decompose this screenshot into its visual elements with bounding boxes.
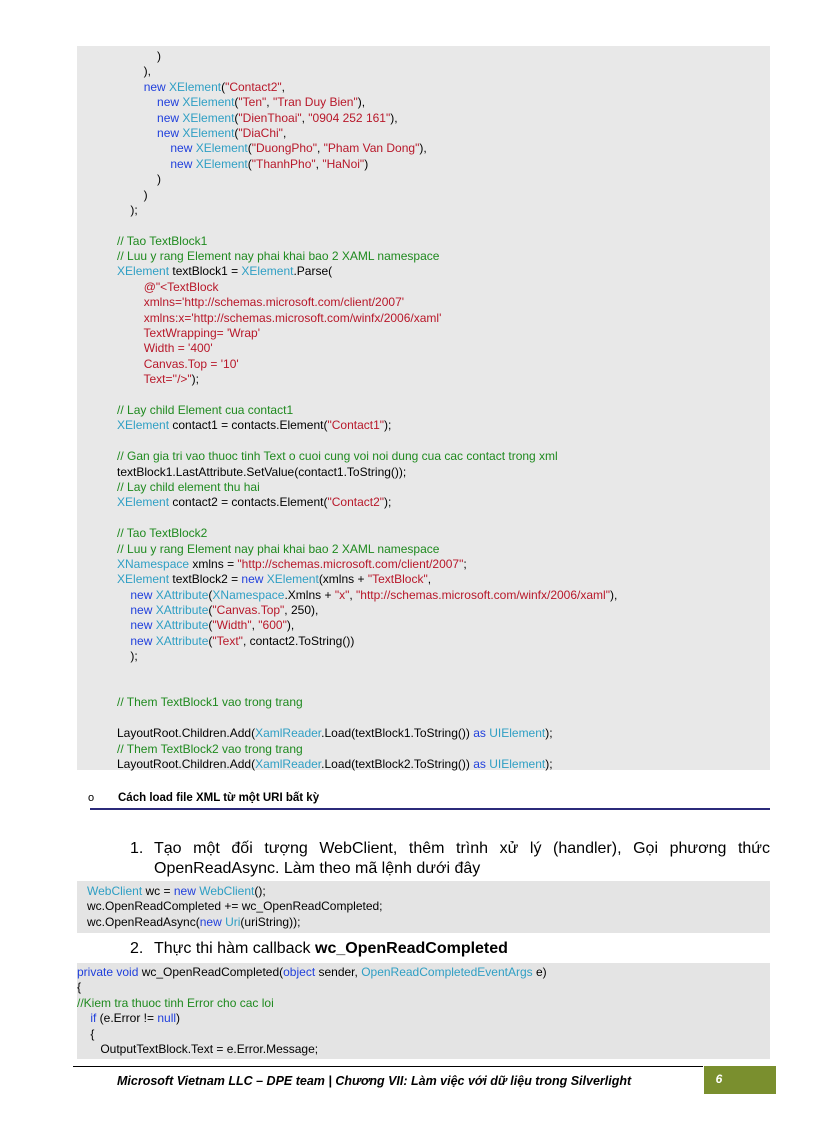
code-line xyxy=(77,157,770,172)
code-token: ); xyxy=(545,726,553,741)
code-line xyxy=(77,742,770,757)
code-line xyxy=(77,618,770,633)
code-token: OpenReadCompletedEventArgs xyxy=(361,965,533,979)
step-1-number: 1. xyxy=(130,840,144,857)
code-token: XAttribute xyxy=(155,633,209,648)
step-2-text-prefix: Thực thi hàm callback xyxy=(154,940,315,957)
code-token xyxy=(77,234,117,248)
code-token: ), xyxy=(609,587,618,602)
code-token: ( xyxy=(208,587,213,602)
code-token: WebClient xyxy=(87,884,143,898)
heading-rule xyxy=(90,808,770,810)
code-token: new xyxy=(170,156,196,171)
step-2 xyxy=(130,939,770,961)
code-line xyxy=(77,388,770,403)
code-token: , xyxy=(316,141,324,156)
code-token: textBlock1 = xyxy=(169,264,242,279)
code-token: ( xyxy=(247,156,252,171)
code-line xyxy=(77,95,770,110)
code-token: contact2 = contacts.Element( xyxy=(169,495,328,510)
code-line xyxy=(77,357,770,372)
code-token: LayoutRoot.Children.Add( xyxy=(77,756,256,771)
code-line xyxy=(77,403,770,418)
code-line xyxy=(77,557,770,572)
code-token: "Text" xyxy=(212,633,243,648)
code-token: wc.OpenReadCompleted += wc_OpenReadCompleted; xyxy=(77,899,383,914)
code-token: as xyxy=(473,756,490,771)
code-token: { xyxy=(77,1026,95,1041)
code-line xyxy=(77,1011,770,1026)
code-token: XElement xyxy=(169,79,222,94)
code-line xyxy=(77,218,770,233)
code-token: "x" xyxy=(334,587,350,602)
code-token: ) xyxy=(77,172,162,187)
code-token: private void xyxy=(77,965,139,979)
code-token: new xyxy=(157,110,183,125)
code-token: XElement xyxy=(117,418,170,433)
code-token xyxy=(77,480,117,494)
code-token: "ThanhPho" xyxy=(251,156,316,171)
code-block-webclient xyxy=(77,881,770,933)
code-token: ( xyxy=(247,141,252,156)
code-token xyxy=(77,1011,90,1025)
code-line xyxy=(77,326,770,341)
code-token: new xyxy=(143,79,170,94)
code-line xyxy=(77,249,770,264)
code-token: .Xmlns + xyxy=(284,587,335,602)
code-token: XElement xyxy=(195,141,248,156)
code-token: XElement xyxy=(182,125,235,140)
code-token: ) xyxy=(176,1011,181,1026)
code-token: XamlReader xyxy=(255,726,322,741)
step-2-number: 2. xyxy=(130,940,144,957)
code-token: new xyxy=(130,587,156,602)
code-token: new xyxy=(157,95,183,110)
code-token: sender, xyxy=(315,965,362,979)
code-token: .Load(textBlock1.ToString()) xyxy=(321,726,474,741)
code-token: ); xyxy=(77,202,138,217)
code-token: "Canvas.Top" xyxy=(212,603,285,618)
code-token xyxy=(77,157,170,171)
code-line xyxy=(77,126,770,141)
code-token: OutputTextBlock.Text = e.Error.Message; xyxy=(77,1041,319,1056)
code-line xyxy=(77,899,770,914)
code-token: (e.Error != xyxy=(96,1011,158,1026)
code-token: xmlns = xyxy=(189,556,238,571)
step-2-text xyxy=(154,939,770,959)
code-line xyxy=(77,634,770,649)
code-token: new xyxy=(199,914,226,929)
code-token: UIElement xyxy=(489,756,546,771)
code-line xyxy=(77,449,770,464)
code-token: new xyxy=(130,633,156,648)
code-token: ( xyxy=(221,79,226,94)
code-token: XNamespace xyxy=(212,587,285,602)
code-line xyxy=(77,203,770,218)
code-token: "http://schemas.microsoft.com/winfx/2006/xaml" xyxy=(356,587,610,602)
code-token: new xyxy=(170,141,196,156)
code-token: XNamespace xyxy=(117,556,190,571)
code-token: XamlReader xyxy=(255,756,322,771)
code-line xyxy=(77,965,770,980)
code-line xyxy=(77,915,770,930)
code-token xyxy=(77,403,117,417)
code-token: new xyxy=(130,603,156,618)
step-1 xyxy=(130,839,770,883)
footer-page-box xyxy=(704,1066,776,1094)
code-line xyxy=(77,665,770,680)
code-token: XElement xyxy=(241,264,294,279)
code-token xyxy=(77,695,117,709)
code-token: "HaNoi" xyxy=(322,156,365,171)
code-token xyxy=(77,357,144,371)
code-token: XAttribute xyxy=(155,618,209,633)
code-token: XElement xyxy=(195,156,248,171)
code-line xyxy=(77,480,770,495)
code-token: new xyxy=(241,572,267,587)
heading-text: Cách load file XML từ một URI bất kỳ xyxy=(118,792,320,804)
code-token: ); xyxy=(191,372,200,387)
code-line xyxy=(77,434,770,449)
code-token: , xyxy=(315,156,323,171)
code-token: XAttribute xyxy=(155,603,209,618)
code-line xyxy=(77,341,770,356)
step-1-text: Tạo một đối tượng WebClient, thêm trình xử lý (handler), Gọi phương thức OpenReadAsync. Làm theo mã lệnh dưới đây xyxy=(154,840,770,877)
code-token: , xyxy=(266,95,273,110)
code-line xyxy=(77,188,770,203)
code-line xyxy=(77,234,770,249)
code-line xyxy=(77,311,770,326)
code-token: XElement xyxy=(266,572,319,587)
code-token: "DuongPho" xyxy=(251,141,317,156)
code-line xyxy=(77,511,770,526)
code-token: wc = xyxy=(142,884,174,898)
code-token: "Contact2" xyxy=(327,495,385,510)
code-token: // Gan gia tri vao thuoc tinh Text o cuoi cung voi noi dung cua cac contact trong xml xyxy=(117,449,558,464)
code-token: "Contact1" xyxy=(327,418,385,433)
code-token: as xyxy=(473,726,490,741)
code-line xyxy=(77,1027,770,1042)
code-token: , xyxy=(282,125,287,140)
code-token: WebClient xyxy=(199,884,255,898)
code-token xyxy=(77,280,144,294)
code-token: ), xyxy=(77,64,152,79)
code-token: ), xyxy=(419,141,427,156)
code-token: e) xyxy=(532,965,547,979)
code-token: ( xyxy=(234,110,239,125)
code-token: // Them TextBlock1 vao trong trang xyxy=(117,695,303,710)
code-line xyxy=(77,711,770,726)
code-token: ) xyxy=(77,49,162,63)
code-token: .Parse( xyxy=(293,264,333,279)
code-token: ) xyxy=(364,156,369,171)
code-token: wc_OpenReadCompleted( xyxy=(138,965,284,979)
code-token xyxy=(77,603,130,617)
code-token: wc.OpenReadAsync( xyxy=(77,914,200,929)
code-line xyxy=(77,49,770,64)
code-line xyxy=(77,372,770,387)
code-token: , xyxy=(281,79,285,94)
code-token: textBlock2 = xyxy=(169,572,242,587)
code-token: , 250), xyxy=(284,603,319,618)
code-line xyxy=(77,996,770,1011)
code-token xyxy=(77,95,157,109)
page-footer xyxy=(73,1066,776,1094)
code-token: XAttribute xyxy=(155,587,209,602)
code-line xyxy=(77,980,770,995)
code-token: ; xyxy=(463,556,467,571)
code-token: new xyxy=(130,618,156,633)
code-token: "Pham Van Dong" xyxy=(323,141,420,156)
code-line xyxy=(77,695,770,710)
code-token xyxy=(77,372,143,386)
code-token: //Kiem tra thuoc tinh Error cho cac loi xyxy=(77,995,274,1010)
code-token: "0904 252 161" xyxy=(308,110,391,125)
code-line xyxy=(77,80,770,95)
code-token: XElement xyxy=(182,95,235,110)
code-token: ); xyxy=(77,649,138,664)
code-line xyxy=(77,726,770,741)
code-line xyxy=(77,64,770,79)
code-token: , xyxy=(349,587,357,602)
code-line xyxy=(77,757,770,772)
code-token: ); xyxy=(384,495,392,510)
code-line xyxy=(77,649,770,664)
code-token xyxy=(77,526,117,540)
code-token xyxy=(77,742,117,756)
code-token: ) xyxy=(77,187,148,202)
code-token xyxy=(77,634,130,648)
code-line xyxy=(77,295,770,310)
code-token: ( xyxy=(234,95,239,110)
code-token xyxy=(77,588,130,602)
code-token: Uri xyxy=(225,914,241,929)
code-token xyxy=(77,884,87,898)
code-token xyxy=(77,495,117,509)
code-token: // Them TextBlock2 vao trong trang xyxy=(117,741,303,756)
code-token: "DienThoai" xyxy=(238,110,302,125)
code-token xyxy=(77,311,144,325)
code-token: new xyxy=(173,884,200,898)
code-token: XElement xyxy=(117,264,170,279)
code-block-xelement xyxy=(77,46,770,770)
page-number: 6 xyxy=(715,1072,723,1086)
code-token: ( xyxy=(208,633,213,648)
code-line xyxy=(77,111,770,126)
code-token: (); xyxy=(254,884,266,898)
code-token xyxy=(77,618,130,632)
code-token xyxy=(77,572,117,586)
code-token: "DiaChi" xyxy=(238,125,283,140)
code-token: ), xyxy=(390,110,398,125)
code-block-callback xyxy=(77,963,770,1059)
code-token: // Tao TextBlock1 xyxy=(117,233,208,248)
code-token: // Luu y rang Element nay phai khai bao 2 XAML namespace xyxy=(117,541,440,556)
code-token: ); xyxy=(384,418,392,433)
code-token: Text=''/>" xyxy=(143,372,192,387)
code-token xyxy=(77,126,157,140)
code-line xyxy=(77,542,770,557)
code-token: ), xyxy=(286,618,295,633)
code-line xyxy=(77,572,770,587)
code-token: contact1 = contacts.Element( xyxy=(169,418,328,433)
code-token: LayoutRoot.Children.Add( xyxy=(77,726,256,741)
code-token: @"<TextBlock xyxy=(143,279,219,294)
code-token: , xyxy=(427,572,432,587)
code-token: (xmlns + xyxy=(318,572,368,587)
code-token: ( xyxy=(208,603,213,618)
code-token: "TextBlock" xyxy=(367,572,428,587)
code-token: "Tran Duy Bien" xyxy=(272,95,358,110)
code-token xyxy=(77,295,144,309)
code-token: ); xyxy=(545,756,553,771)
code-token: , xyxy=(301,110,309,125)
code-token: ( xyxy=(208,618,213,633)
code-line xyxy=(77,588,770,603)
code-token: (uriString)); xyxy=(240,914,301,929)
code-token: Width = '400' xyxy=(143,341,213,356)
code-line xyxy=(77,526,770,541)
code-line xyxy=(77,141,770,156)
code-token: .Load(textBlock2.ToString()) xyxy=(321,756,474,771)
code-token: UIElement xyxy=(489,726,546,741)
code-token: "Ten" xyxy=(238,95,267,110)
code-token: "http://schemas.microsoft.com/client/2007" xyxy=(237,556,464,571)
code-token: , contact2.ToString()) xyxy=(242,633,355,648)
code-line xyxy=(77,495,770,510)
code-token: , xyxy=(251,618,259,633)
code-token xyxy=(77,341,144,355)
code-line xyxy=(77,680,770,695)
code-token: XElement xyxy=(117,495,170,510)
code-token: "Width" xyxy=(212,618,252,633)
code-token: XElement xyxy=(182,110,235,125)
code-token: // Lay child Element cua contact1 xyxy=(117,402,294,417)
code-token: new xyxy=(157,125,183,140)
code-token: // Tao TextBlock2 xyxy=(117,526,208,541)
code-token: ), xyxy=(357,95,366,110)
code-token: null xyxy=(157,1011,177,1026)
code-token: { xyxy=(77,980,82,995)
footer-rule xyxy=(73,1066,703,1067)
code-token: Canvas.Top = '10' xyxy=(143,356,239,371)
code-token: textBlock1.LastAttribute.SetValue(contact1.ToString()); xyxy=(77,464,407,479)
code-line xyxy=(77,884,770,899)
code-line xyxy=(77,418,770,433)
code-line xyxy=(77,280,770,295)
code-token xyxy=(77,418,117,432)
code-token: xmlns='http://schemas.microsoft.com/client/2007' xyxy=(143,295,405,310)
code-token xyxy=(77,249,117,263)
code-token xyxy=(77,326,143,340)
code-token xyxy=(77,264,117,278)
code-token xyxy=(77,80,144,94)
code-token: // Lay child element thu hai xyxy=(117,479,260,494)
code-token xyxy=(77,542,117,556)
code-token: if xyxy=(90,1011,97,1026)
code-token: "600" xyxy=(258,618,287,633)
code-token: object xyxy=(283,965,316,979)
code-token: ( xyxy=(234,125,239,140)
code-token: // Luu y rang Element nay phai khai bao 2 XAML namespace xyxy=(117,249,440,264)
code-token: TextWrapping= 'Wrap' xyxy=(143,326,260,341)
code-line xyxy=(77,465,770,480)
code-line xyxy=(77,1042,770,1057)
code-line xyxy=(77,172,770,187)
code-token xyxy=(77,111,157,125)
code-token: xmlns:x='http://schemas.microsoft.com/winfx/2006/xaml' xyxy=(143,310,442,325)
step-2-callback-name: wc_OpenReadCompleted xyxy=(315,940,508,957)
code-line xyxy=(77,264,770,279)
code-token: "Contact2" xyxy=(225,79,282,94)
code-line xyxy=(77,603,770,618)
code-token xyxy=(77,449,117,463)
code-token xyxy=(77,141,170,155)
footer-text: Microsoft Vietnam LLC – DPE team | Chương VII: Làm việc với dữ liệu trong Silverlight xyxy=(117,1074,632,1088)
code-token: XElement xyxy=(117,572,170,587)
code-token xyxy=(77,557,117,571)
heading-bullet: o xyxy=(88,792,95,804)
